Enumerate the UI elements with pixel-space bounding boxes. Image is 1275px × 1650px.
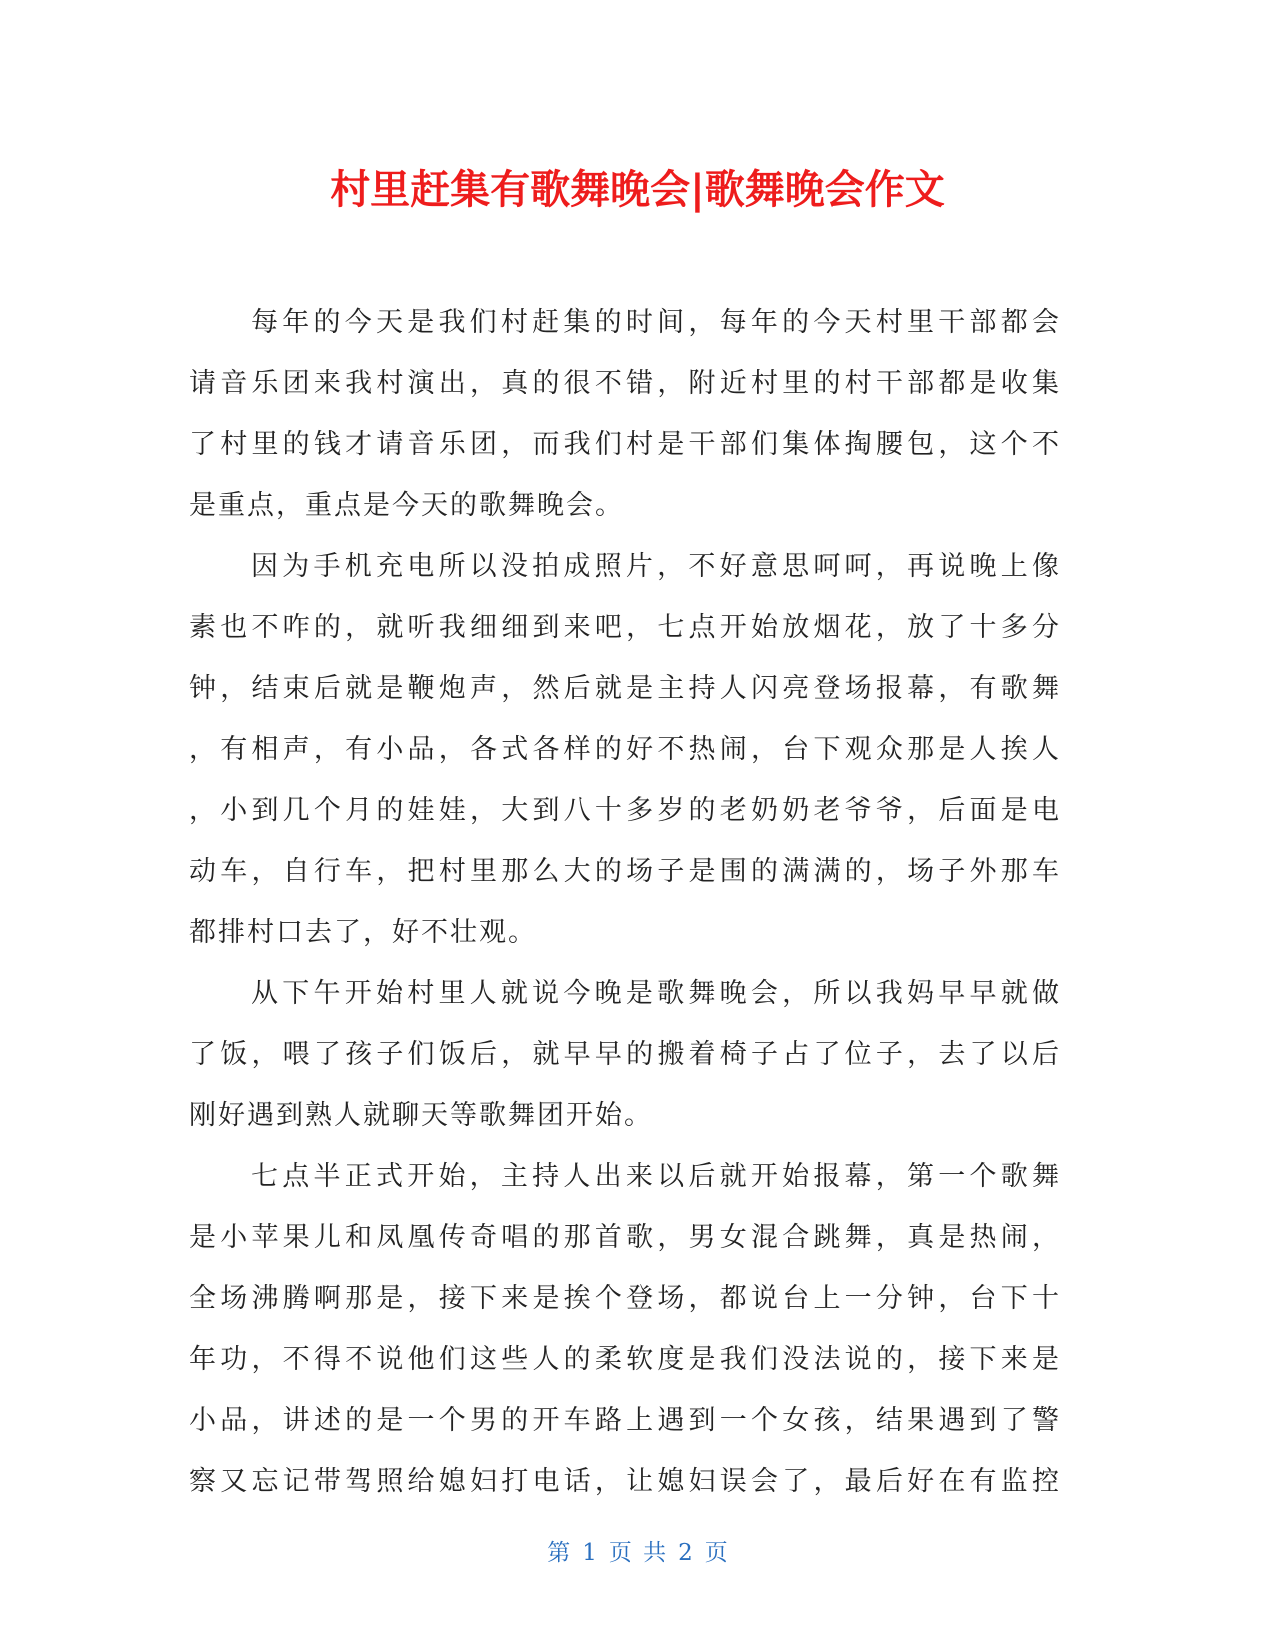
text-line: 七点半正式开始，主持人出来以后就开始报幕，第一个歌舞 <box>251 1161 1061 1192</box>
text-line: ，小到几个月的娃娃，大到八十多岁的老奶奶老爷爷，后面是电 <box>189 795 1061 826</box>
text-line: 都排村口去了，好不壮观。 <box>189 917 537 948</box>
footer-suffix: 页 <box>704 1540 728 1566</box>
text-line: 刚好遇到熟人就聊天等歌舞团开始。 <box>189 1100 653 1131</box>
text-line: 素也不咋的，就听我细细到来吧，七点开始放烟花，放了十多分 <box>189 612 1061 643</box>
text-line: 因为手机充电所以没拍成照片，不好意思呵呵，再说晚上像 <box>251 551 1061 582</box>
text-line: 了饭，喂了孩子们饭后，就早早的搬着椅子占了位子，去了以后 <box>189 1039 1061 1070</box>
text-line: 是小苹果儿和凤凰传奇唱的那首歌，男女混合跳舞，真是热闹， <box>189 1222 1061 1253</box>
text-line: 从下午开始村里人就说今晚是歌舞晚会，所以我妈早早就做 <box>251 978 1061 1009</box>
text-line: ，有相声，有小品，各式各样的好不热闹，台下观众那是人挨人 <box>189 734 1061 765</box>
text-line: 钟，结束后就是鞭炮声，然后就是主持人闪亮登场报幕，有歌舞 <box>189 673 1061 704</box>
footer-middle: 页 共 <box>608 1540 667 1566</box>
page-number-footer <box>0 1538 1275 1568</box>
text-line: 小品，讲述的是一个男的开车路上遇到一个女孩，结果遇到了警 <box>189 1405 1061 1436</box>
text-line: 每年的今天是我们村赶集的时间，每年的今天村里干部都会 <box>251 307 1061 338</box>
text-line: 全场沸腾啊那是，接下来是挨个登场，都说台上一分钟，台下十 <box>189 1283 1061 1314</box>
footer-total-pages: 2 <box>678 1540 693 1566</box>
text-line: 了村里的钱才请音乐团，而我们村是干部们集体掏腰包，这个不 <box>189 429 1061 460</box>
text-line: 年功，不得不说他们这些人的柔软度是我们没法说的，接下来是 <box>189 1344 1061 1375</box>
document-title: 村里赶集有歌舞晚会|歌舞晚会作文 <box>330 167 945 213</box>
footer-prefix: 第 <box>547 1540 571 1566</box>
text-line: 请音乐团来我村演出，真的很不错，附近村里的村干部都是收集 <box>189 368 1061 399</box>
text-line: 是重点，重点是今天的歌舞晚会。 <box>189 490 624 521</box>
text-line: 动车，自行车，把村里那么大的场子是围的满满的，场子外那车 <box>189 856 1061 887</box>
text-line: 察又忘记带驾照给媳妇打电话，让媳妇误会了，最后好在有监控 <box>189 1466 1061 1497</box>
document-body <box>189 292 1061 1512</box>
footer-current-page: 1 <box>582 1540 597 1566</box>
